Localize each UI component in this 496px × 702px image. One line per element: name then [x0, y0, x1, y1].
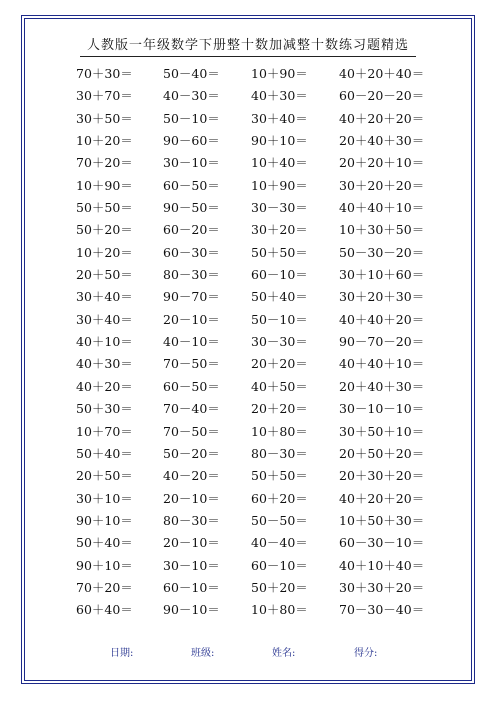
problem-item: 70＋20＝ — [76, 579, 133, 595]
problem-item: 20－10＝ — [163, 490, 220, 506]
problem-item: 50＋50＝ — [251, 468, 308, 484]
name-label: 姓名: — [272, 648, 296, 659]
problem-item: 20＋20＝ — [251, 401, 308, 417]
problem-item: 50＋20＝ — [76, 222, 133, 238]
problem-item: 50＋30＝ — [76, 401, 133, 417]
problem-item: 30＋40＝ — [76, 289, 133, 305]
problem-item: 90－10＝ — [163, 602, 220, 618]
problem-item: 10＋90＝ — [251, 66, 308, 81]
problem-item: 60－50＝ — [163, 177, 220, 193]
problem-item: 90＋10＝ — [76, 557, 133, 573]
problem-item: 60＋40＝ — [76, 602, 133, 618]
problem-item: 10＋20＝ — [76, 133, 133, 149]
problem-item: 80－30＝ — [163, 267, 220, 283]
problem-item: 20＋20＝ — [251, 356, 308, 372]
problem-item: 40＋40＋20＝ — [339, 311, 425, 327]
problem-item: 50－50＝ — [251, 512, 308, 528]
problem-item: 70－30－40＝ — [339, 602, 425, 618]
problem-item: 40＋20＋20＝ — [339, 490, 425, 506]
problem-item: 20＋20＋10＝ — [339, 155, 425, 171]
problem-item: 10＋70＝ — [76, 423, 133, 439]
problem-item: 40－20＝ — [163, 468, 220, 484]
problem-item: 40＋40＋10＝ — [339, 356, 425, 372]
problem-item: 40＋30＝ — [251, 88, 308, 104]
problem-item: 60＋20＝ — [251, 490, 308, 506]
problem-item: 30＋20＋20＝ — [339, 177, 425, 193]
problem-item: 30＋20＋30＝ — [339, 289, 425, 305]
date-label: 日期: — [110, 648, 134, 659]
class-label: 班级: — [191, 648, 215, 659]
problem-item: 90－60＝ — [163, 133, 220, 149]
problem-item: 30＋30＋20＝ — [339, 579, 425, 595]
problem-item: 50－40＝ — [163, 66, 220, 81]
problem-item: 40－30＝ — [163, 88, 220, 104]
problem-item: 30＋50＋10＝ — [339, 423, 425, 439]
problem-item: 50＋40＝ — [251, 289, 308, 305]
problem-item: 40＋20＝ — [76, 378, 133, 394]
problem-item: 60－10＝ — [251, 267, 308, 283]
problem-item: 30－30＝ — [251, 334, 308, 350]
problem-item: 50＋20＝ — [251, 579, 308, 595]
problem-item: 60－10＝ — [163, 579, 220, 595]
problem-item: 40＋10＋40＝ — [339, 557, 425, 573]
problem-item: 10＋80＝ — [251, 423, 308, 439]
problem-item: 10＋50＋30＝ — [339, 512, 425, 528]
problem-item: 50＋40＝ — [76, 445, 133, 461]
problem-item: 60－30＝ — [163, 244, 220, 260]
worksheet-title: 人教版一年级数学下册整十数加减整十数练习题精选 — [86, 38, 409, 53]
problem-item: 30＋40＝ — [251, 110, 308, 126]
problem-item: 40＋10＝ — [76, 334, 133, 350]
problem-item: 30－10＝ — [163, 155, 220, 171]
problem-item: 70－40＝ — [163, 401, 220, 417]
problem-item: 70＋20＝ — [76, 155, 133, 171]
problem-item: 10＋20＝ — [76, 244, 133, 260]
problem-item: 10＋90＝ — [251, 177, 308, 193]
problem-item: 20＋30＋20＝ — [339, 468, 425, 484]
problem-item: 20＋50＝ — [76, 468, 133, 484]
problem-item: 60－30－10＝ — [339, 535, 425, 551]
problem-item: 20－10＝ — [163, 311, 220, 327]
problem-item: 20＋40＋30＝ — [339, 133, 425, 149]
problem-item: 50＋50＝ — [251, 244, 308, 260]
problem-item: 70－50＝ — [163, 423, 220, 439]
problem-item: 40－10＝ — [163, 334, 220, 350]
problem-item: 40＋30＝ — [76, 356, 133, 372]
problem-item: 30＋10＝ — [76, 490, 133, 506]
problem-item: 40＋40＋10＝ — [339, 200, 425, 216]
problem-item: 50－10＝ — [251, 311, 308, 327]
problem-item: 50－10＝ — [163, 110, 220, 126]
problem-item: 10＋40＝ — [251, 155, 308, 171]
problem-item: 60－10＝ — [251, 557, 308, 573]
problem-item: 40＋50＝ — [251, 378, 308, 394]
problem-item: 10＋30＋50＝ — [339, 222, 425, 238]
problem-item: 10＋80＝ — [251, 602, 308, 618]
problem-item: 90＋10＝ — [76, 512, 133, 528]
problem-item: 30＋40＝ — [76, 311, 133, 327]
problem-item: 90－70－20＝ — [339, 334, 425, 350]
problem-item: 30－10＝ — [163, 557, 220, 573]
problem-item: 60－50＝ — [163, 378, 220, 394]
problem-item: 90－50＝ — [163, 200, 220, 216]
problem-item: 30＋20＝ — [251, 222, 308, 238]
problem-item: 40＋20＋20＝ — [339, 110, 425, 126]
problem-item: 50－30－20＝ — [339, 244, 425, 260]
problem-item: 90－70＝ — [163, 289, 220, 305]
problem-item: 20＋50＝ — [76, 267, 133, 283]
problem-item: 30－30＝ — [251, 200, 308, 216]
problem-grid — [76, 63, 436, 622]
problem-item: 60－20－20＝ — [339, 88, 425, 104]
problem-item: 40＋20＋40＝ — [339, 66, 425, 81]
problem-item: 30＋10＋60＝ — [339, 267, 425, 283]
problem-item: 20＋50＋20＝ — [339, 445, 425, 461]
problem-item: 10＋90＝ — [76, 177, 133, 193]
title-underline — [80, 56, 416, 57]
problem-item: 50＋40＝ — [76, 535, 133, 551]
problem-item: 70＋30＝ — [76, 66, 133, 81]
problem-item: 50＋50＝ — [76, 200, 133, 216]
problem-item: 20＋40＋30＝ — [339, 378, 425, 394]
score-label: 得分: — [354, 648, 378, 659]
problem-item: 80－30＝ — [163, 512, 220, 528]
problem-item: 60－20＝ — [163, 222, 220, 238]
problem-item: 40－40＝ — [251, 535, 308, 551]
worksheet-footer — [0, 644, 496, 660]
problem-item: 80－30＝ — [251, 445, 308, 461]
problem-item: 30＋70＝ — [76, 88, 133, 104]
problem-item: 70－50＝ — [163, 356, 220, 372]
problem-item: 20－10＝ — [163, 535, 220, 551]
problem-item: 30＋50＝ — [76, 110, 133, 126]
problem-item: 30－10－10＝ — [339, 401, 425, 417]
problem-item: 50－20＝ — [163, 445, 220, 461]
problem-item: 90＋10＝ — [251, 133, 308, 149]
